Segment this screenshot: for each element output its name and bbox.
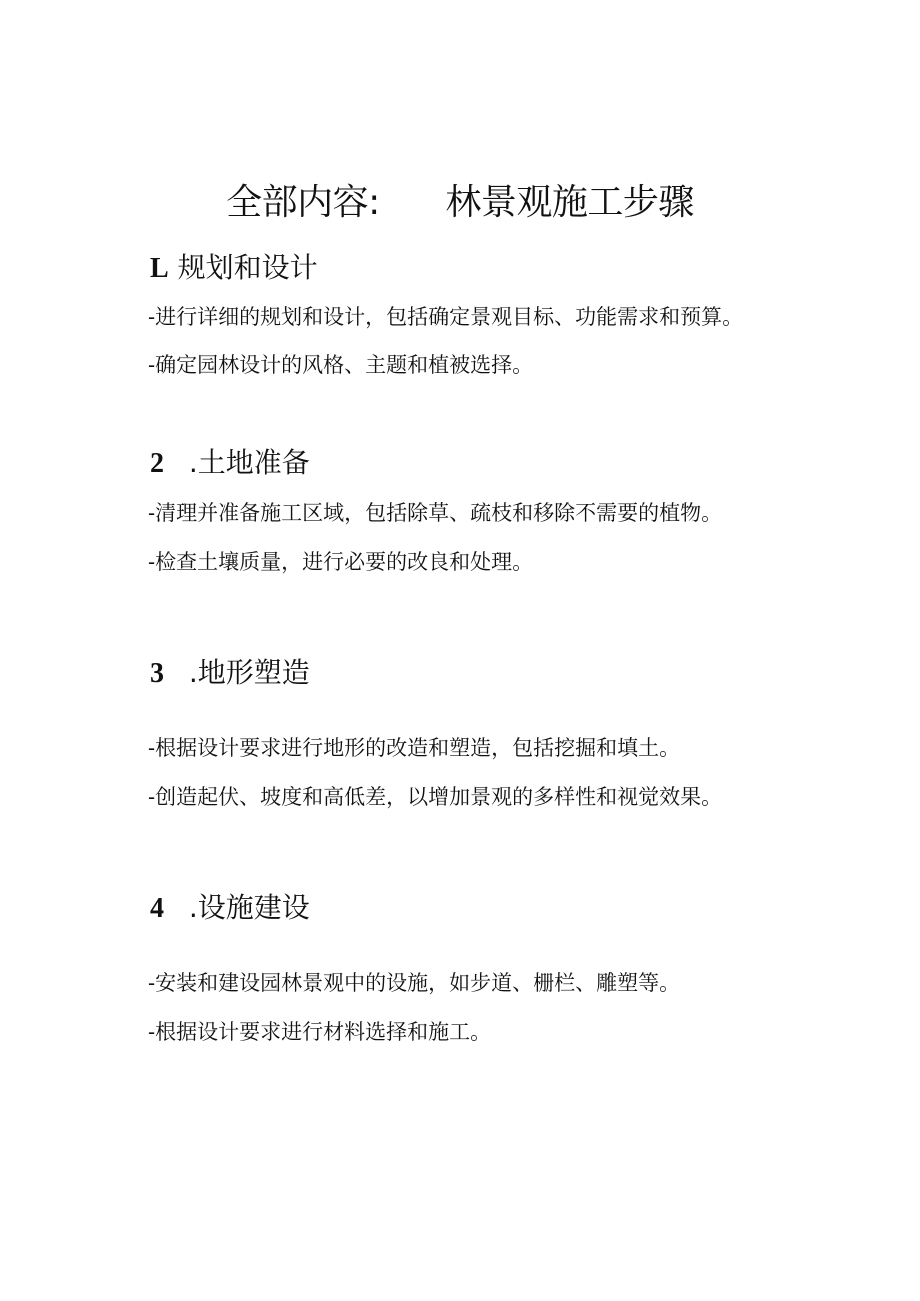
page-title: 全部内容: 林景观施工步骤 (226, 182, 694, 223)
section-number: 3 (150, 658, 164, 689)
section-line: -安装和建设园林景观中的设施，如步道、栅栏、雕塑等。 (148, 971, 681, 995)
section-heading-facility-construction (150, 888, 310, 929)
section-line: -进行详细的规划和设计，包括确定景观目标、功能需求和预算。 (148, 305, 744, 329)
section-title: .土地准备 (188, 446, 310, 479)
section-number: 4 (150, 893, 164, 924)
section-heading-planning (150, 248, 318, 289)
section-title: .设施建设 (188, 891, 310, 924)
section-number: L (150, 253, 169, 284)
section-heading-land-preparation (150, 443, 310, 484)
section-title: 规划和设计 (177, 251, 318, 284)
section-line: -根据设计要求进行地形的改造和塑造，包括挖掘和填土。 (148, 736, 681, 760)
section-number: 2 (150, 448, 164, 479)
section-title: .地形塑造 (188, 656, 310, 689)
section-line: -清理并准备施工区域，包括除草、疏枝和移除不需要的植物。 (148, 501, 723, 525)
section-heading-terrain-shaping (150, 653, 310, 694)
section-line: -创造起伏、坡度和高低差，以增加景观的多样性和视觉效果。 (148, 785, 723, 809)
section-line: -确定园林设计的风格、主题和植被选择。 (148, 353, 534, 377)
section-line: -根据设计要求进行材料选择和施工。 (148, 1020, 492, 1044)
section-line: -检查土壤质量，进行必要的改良和处理。 (148, 550, 534, 574)
